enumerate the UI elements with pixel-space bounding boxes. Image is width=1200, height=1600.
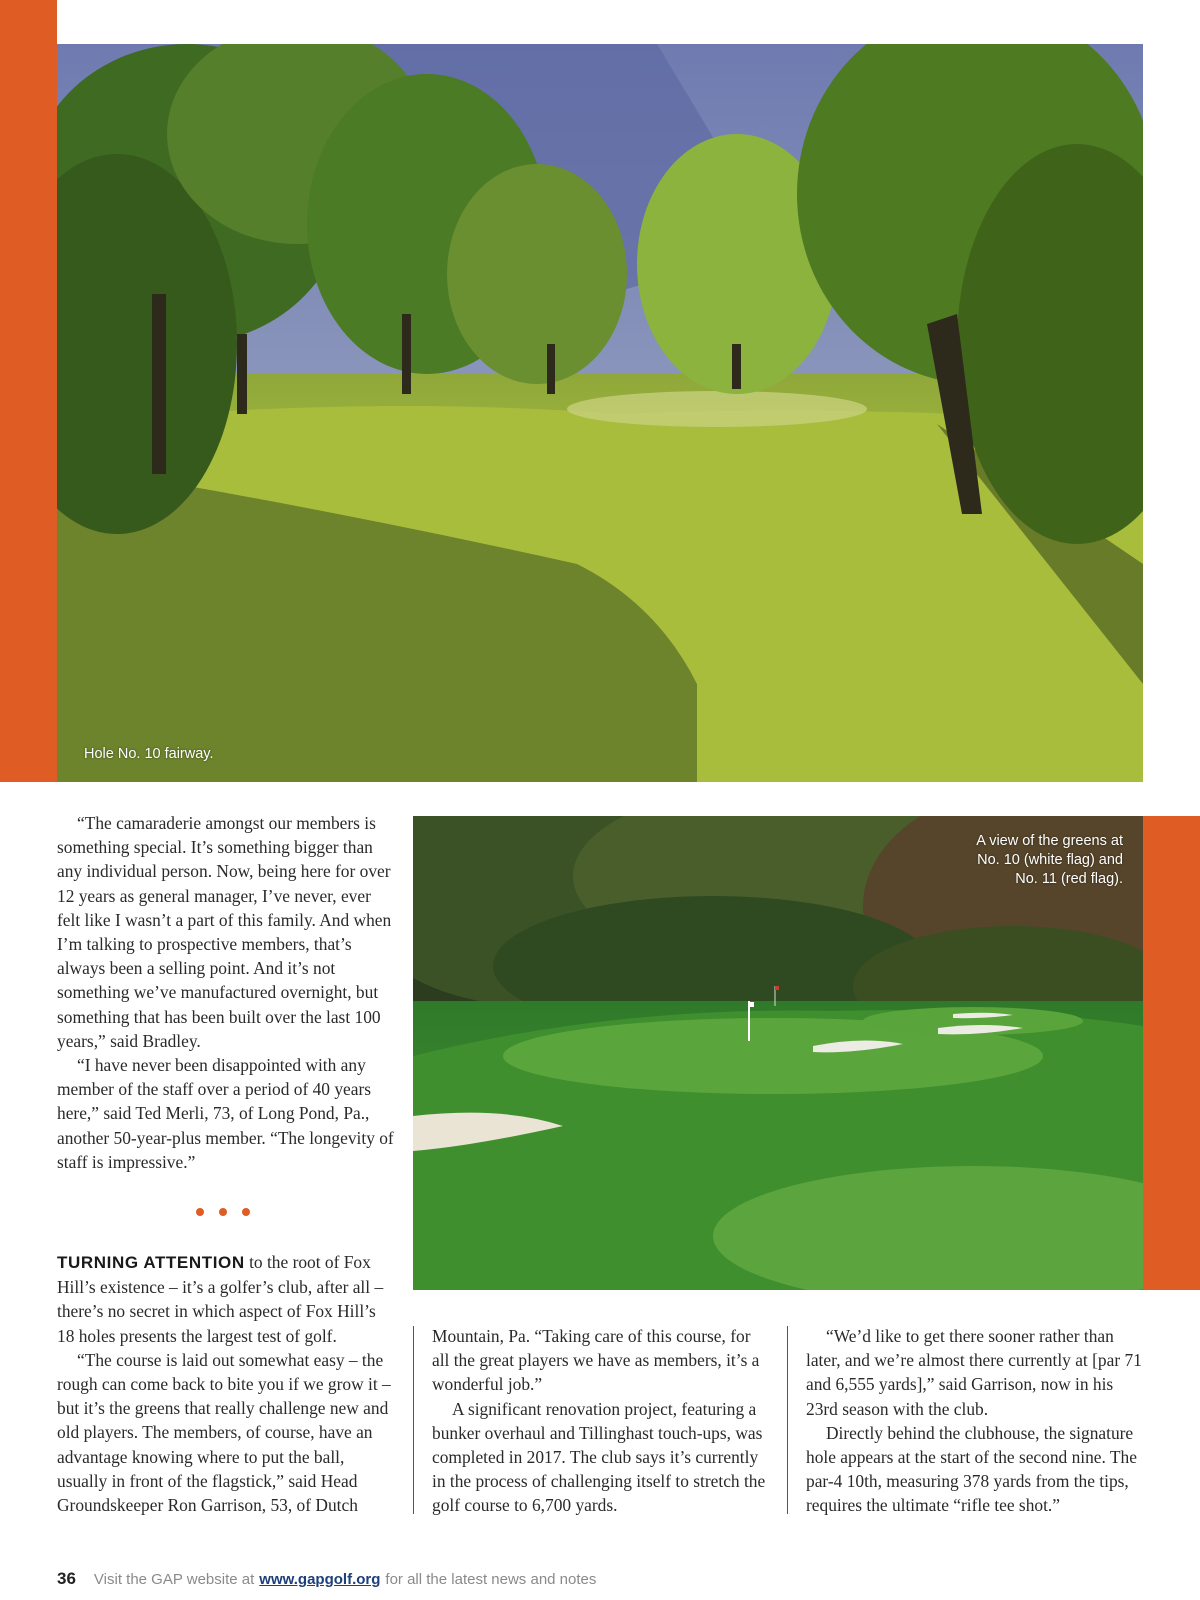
paragraph — [57, 1250, 397, 1348]
divider-dot — [196, 1208, 204, 1216]
website-link[interactable]: www.gapgolf.org — [259, 1571, 381, 1588]
divider-dot — [219, 1208, 227, 1216]
paragraph: “The course is laid out somewhat easy – the rough can come back to bite you if we grow it – but it’s the greens that really challenge new and old players. The members, of course, have an advantage knowing where to put the ball, usually in front of the flagstick,” said Head Groundskeeper Ron Garrison, 53, of Dutch — [57, 1349, 391, 1516]
article-column-3 — [806, 1324, 1146, 1518]
paragraph: “The camaraderie amongst our members is something special. It’s something bigger than any individual person. Now, being here for over 12 years as general manager, I’ve never, ever felt like I wasn’t a part of this family. And when I’m talking to prospective members, that’s always been a selling point. And it’s not something we’ve manufactured overnight, but something that has been built over the last 100 years,” said Bradley. — [57, 813, 392, 1051]
page-number: 36 — [57, 1569, 76, 1588]
fairway-photo-caption: Hole No. 10 fairway. — [84, 746, 214, 762]
article-column-2 — [432, 1324, 772, 1518]
article-column-1-upper — [57, 811, 397, 1174]
divider-dot — [242, 1208, 250, 1216]
greens-photo-caption — [953, 832, 1123, 889]
section-lead-in: TURNING ATTENTION — [57, 1253, 245, 1272]
paragraph: “We’d like to get there sooner rather than later, and we’re almost there currently at [par 71 and 6,555 yards],” said Garrison, now in his 23rd season with the club. — [806, 1326, 1142, 1419]
paragraph: A significant renovation project, featuring a bunker overhaul and Tillinghast touch-ups, was completed in 2017. The club says it’s currently in the process of challenging itself to stretch the golf course to 6,700 yards. — [432, 1398, 766, 1516]
section-divider-dots — [196, 1208, 250, 1216]
paragraph: Directly behind the clubhouse, the signature hole appears at the start of the second nine. The par-4 10th, measuring 378 yards from the tips, requires the ultimate “rifle tee shot.” — [806, 1422, 1137, 1516]
paragraph: “I have never been disappointed with any member of the staff over a period of 40 years here,” said Ted Merli, 73, of Long Pond, Pa., another 50-year-plus member. “The longevity of staff is impressive.” — [57, 1055, 394, 1172]
column-rule — [413, 1326, 414, 1514]
footer-text-after: for all the latest news and notes — [385, 1571, 597, 1588]
orange-accent-bar-right — [1143, 816, 1200, 1290]
greens-photo — [413, 816, 1143, 1290]
page-footer — [57, 1569, 596, 1589]
paragraph: Mountain, Pa. “Taking care of this course, for all the great players we have as members, it’s a wonderful job.” — [432, 1326, 760, 1395]
caption-line: A view of the greens at — [976, 833, 1123, 849]
caption-line: No. 10 (white flag) and — [977, 852, 1123, 868]
fairway-photo — [57, 44, 1143, 782]
column-rule — [787, 1326, 788, 1514]
orange-accent-bar-left — [0, 0, 57, 782]
article-column-1-lower — [57, 1250, 397, 1517]
caption-line: No. 11 (red flag). — [1015, 871, 1123, 887]
paragraph-text: to the root of Fox Hill’s existence – it’s a golfer’s club, after all – there’s no secret in which aspect of Fox Hill’s 18 holes presents the largest test of golf. — [57, 1252, 384, 1346]
footer-text-before: Visit the GAP website at — [93, 1571, 255, 1588]
